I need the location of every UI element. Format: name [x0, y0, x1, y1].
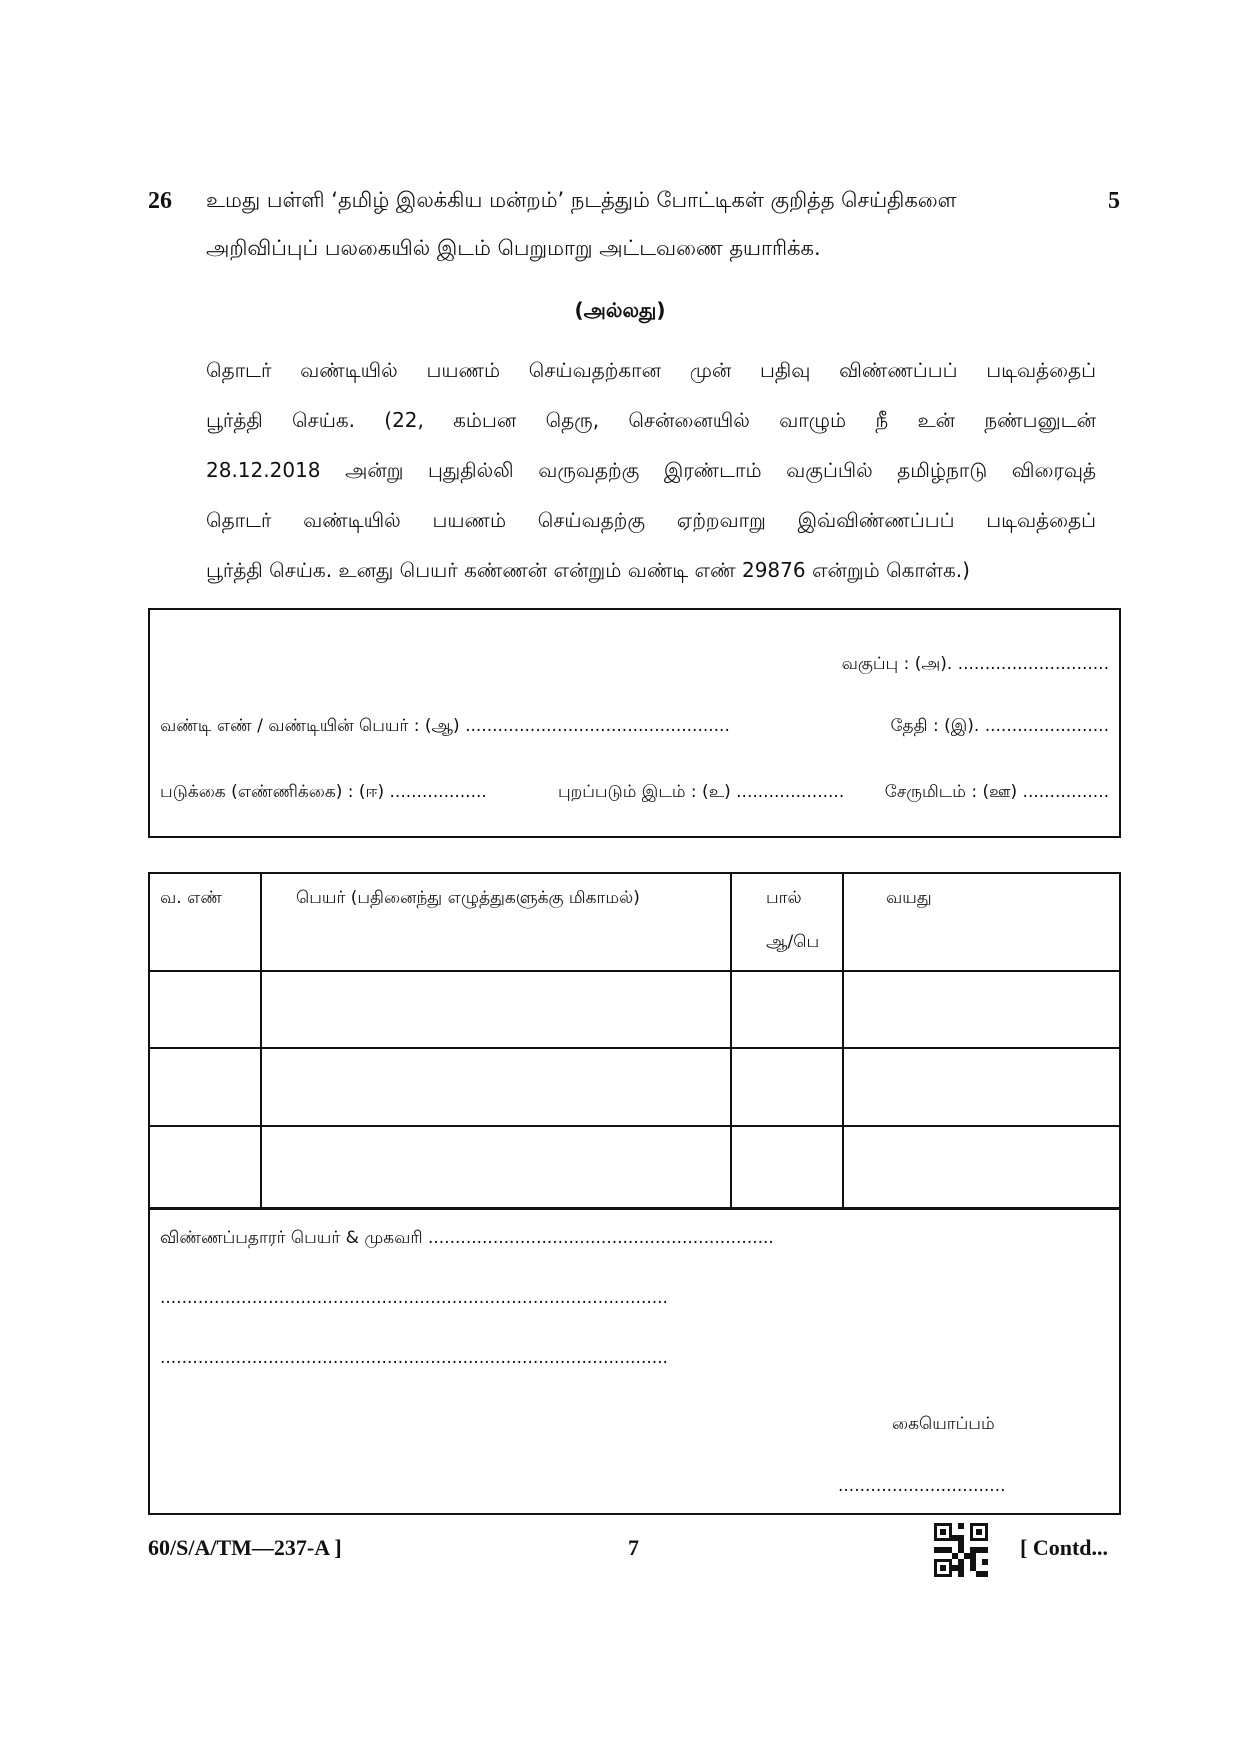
header-age: வயது	[886, 888, 932, 908]
table-row-divider	[150, 970, 1119, 972]
col-divider	[730, 874, 732, 1209]
header-serial: வ. எண்	[160, 888, 222, 908]
passenger-form-box	[148, 872, 1121, 1515]
table-bottom-rule	[150, 1207, 1119, 1210]
header-name: பெயர் (பதினைந்து எழுத்துகளுக்கு மிகாமல்)	[296, 888, 640, 908]
berth-field: படுக்கை (எண்ணிக்கை) : (ஈ) ..................	[160, 782, 487, 802]
alt-question-line-3: 28.12.2018 அன்று புதுதில்லி வருவதற்கு இரண்டாம் வகுப்பில் தமிழ்நாடு விரைவுத்	[206, 458, 1096, 482]
continued-label: [ Contd...	[1020, 1535, 1109, 1560]
signature-dots: ...............................	[838, 1476, 1006, 1496]
table-row-divider	[150, 1125, 1119, 1127]
journey-details-box	[148, 608, 1121, 838]
alt-question-line-1: தொடர் வண்டியில் பயணம் செய்வதற்கான முன் பதிவு விண்ணப்பப் படிவத்தைப்	[206, 358, 1096, 382]
alt-question-line-2: பூர்த்தி செய்க. (22, கம்பன தெரு, சென்னையில் வாழும் நீ உன் நண்பனுடன்	[206, 408, 1096, 432]
header-gender-sub: ஆ/பெ	[766, 932, 820, 952]
applicant-name-address: விண்ணப்பதாரர் பெயர் & முகவரி ................................................................	[160, 1228, 774, 1248]
page-number: 7	[628, 1535, 639, 1560]
applicant-dots-line: ..............................................................................................	[160, 1348, 668, 1368]
alt-question-line-4: தொடர் வண்டியில் பயணம் செய்வதற்கு ஏற்றவாறு இவ்விண்ணப்பப் படிவத்தைப்	[206, 508, 1096, 532]
alt-question-line-5: பூர்த்தி செய்க. உனது பெயர் கண்ணன் என்றும் வண்டி எண் 29876 என்றும் கொள்க.)	[206, 558, 970, 582]
qr-code-icon	[934, 1523, 988, 1577]
applicant-dots-line: ..............................................................................................	[160, 1288, 668, 1308]
question-marks: 5	[1108, 188, 1120, 214]
table-row-divider	[150, 1047, 1119, 1049]
question-line-1: உமது பள்ளி ‘தமிழ் இலக்கிய மன்றம்’ நடத்தும் போட்டிகள் குறித்த செய்திகளை	[206, 188, 957, 212]
signature-label: கையொப்பம்	[892, 1414, 995, 1434]
col-divider	[260, 874, 262, 1209]
train-field: வண்டி எண் / வண்டியின் பெயர் : (ஆ) .................................................	[160, 716, 730, 736]
or-label: (அல்லது)	[574, 298, 666, 322]
question-number: 26	[148, 188, 172, 214]
col-divider	[842, 874, 844, 1209]
to-field: சேருமிடம் : (ஊ) ................	[884, 782, 1109, 802]
date-field: தேதி : (இ). .......................	[890, 716, 1109, 736]
question-line-2: அறிவிப்புப் பலகையில் இடம் பெறுமாறு அட்டவணை தயாரிக்க.	[206, 236, 821, 260]
class-field: வகுப்பு : (அ). ............................	[841, 654, 1109, 674]
from-field: புறப்படும் இடம் : (உ) ....................	[558, 782, 845, 802]
header-gender: பால்	[766, 888, 802, 908]
paper-code: 60/S/A/TM—237-A ]	[148, 1535, 342, 1560]
